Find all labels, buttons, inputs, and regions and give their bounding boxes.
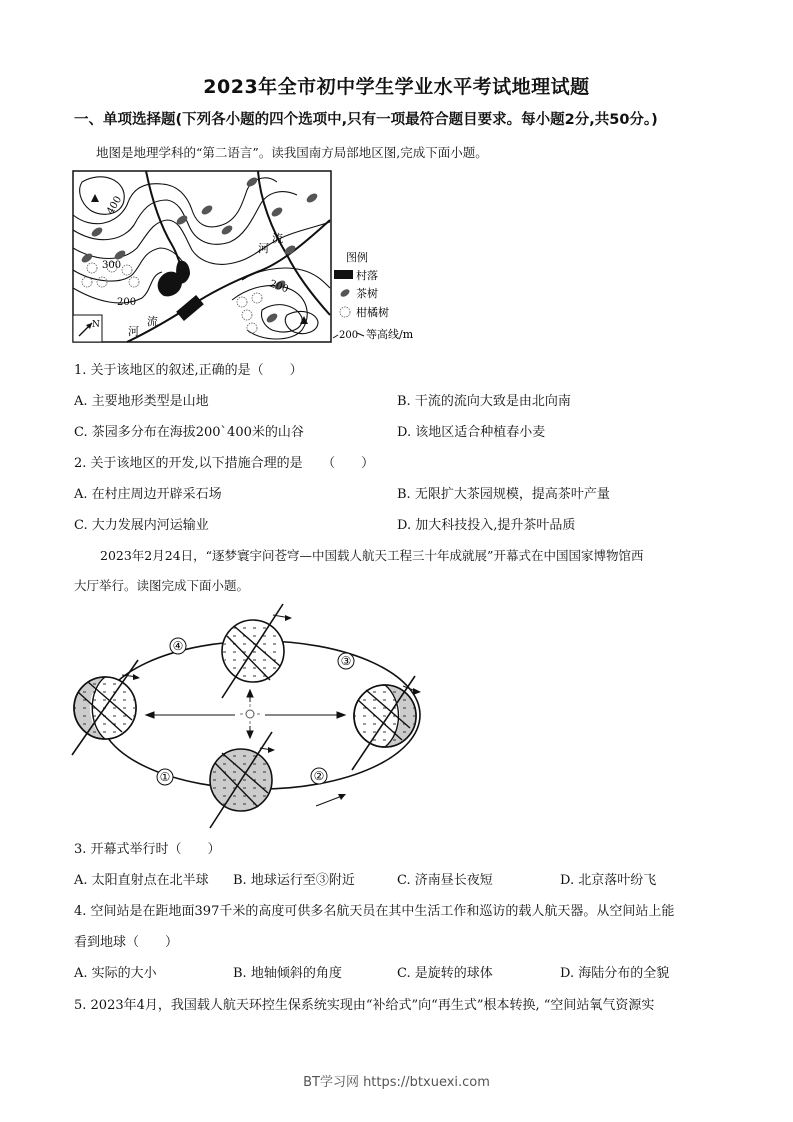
globe-left bbox=[72, 660, 140, 755]
section-heading: 一、单项选择题(下列各小题的四个选项中,只有一项最符合题目要求。每小题2分,共50分。) bbox=[74, 112, 658, 128]
village-legend-icon bbox=[334, 270, 353, 279]
svg-text:河: 河 bbox=[128, 325, 139, 338]
sun-icon bbox=[246, 710, 254, 718]
svg-text:②: ② bbox=[313, 769, 325, 783]
question-2-stem: 2. 关于该地区的开发,以下措施合理的是 （ ） bbox=[74, 456, 375, 471]
q2-option-d[interactable]: D. 加大科技投入,提升茶叶品质 bbox=[397, 518, 576, 533]
svg-text:400: 400 bbox=[105, 194, 125, 217]
svg-text:流: 流 bbox=[147, 315, 158, 328]
contour-line-icon bbox=[333, 335, 338, 338]
svg-text:200: 200 bbox=[117, 297, 137, 308]
q1-option-a[interactable]: A. 主要地形类型是山地 bbox=[74, 394, 209, 409]
q1-option-d[interactable]: D. 该地区适合种植春小麦 bbox=[397, 425, 546, 440]
revolution-direction-arrow-icon bbox=[316, 796, 342, 806]
q4-option-a[interactable]: A. 实际的大小 bbox=[74, 966, 157, 981]
svg-text:300: 300 bbox=[102, 260, 122, 271]
intro-paragraph-2-line2: 大厅举行。读图完成下面小题。 bbox=[74, 578, 250, 593]
q1-option-b[interactable]: B. 干流的流向大致是由北向南 bbox=[397, 394, 571, 409]
q3-option-a[interactable]: A. 太阳直射点在北半球 bbox=[74, 873, 209, 888]
svg-text:④: ④ bbox=[172, 639, 184, 653]
map-legend bbox=[333, 250, 414, 341]
question-1-stem: 1. 关于该地区的叙述,正确的是（ ） bbox=[74, 363, 303, 378]
q4-option-d[interactable]: D. 海陆分布的全貌 bbox=[560, 966, 670, 981]
svg-text:村落: 村落 bbox=[356, 269, 378, 282]
svg-text:N: N bbox=[92, 320, 100, 330]
q4-option-b[interactable]: B. 地轴倾斜的角度 bbox=[233, 966, 342, 981]
svg-text:河: 河 bbox=[258, 242, 269, 255]
q2-option-b[interactable]: B. 无限扩大茶园规模，提高茶叶产量 bbox=[397, 487, 610, 502]
svg-text:柑橘树: 柑橘树 bbox=[356, 306, 389, 319]
earth-orbit-figure bbox=[60, 600, 460, 834]
svg-text:①: ① bbox=[159, 770, 171, 784]
q3-option-b[interactable]: B. 地球运行至③附近 bbox=[233, 873, 355, 888]
intro-paragraph-1: 地图是地理学科的“第二语言”。读我国南方局部地区图,完成下面小题。 bbox=[96, 145, 488, 160]
question-4-stem-line2: 看到地球（ ） bbox=[74, 935, 179, 950]
q4-option-c[interactable]: C. 是旋转的球体 bbox=[397, 966, 493, 981]
footer-watermark[interactable]: BT学习网 https://btxuexi.com bbox=[303, 1075, 490, 1090]
question-4-stem-line1: 4. 空间站是在距地面397千米的高度可供多名航天员在其中生活工作和巡访的载人航天器。从空间站上能 bbox=[74, 904, 675, 919]
question-3-stem: 3. 开幕式举行时（ ） bbox=[74, 842, 221, 857]
svg-text:③: ③ bbox=[340, 654, 352, 668]
orange-tree-icon bbox=[340, 307, 350, 317]
globe-bottom bbox=[210, 732, 275, 828]
svg-text:茶树: 茶树 bbox=[356, 287, 378, 300]
q1-option-c[interactable]: C. 茶园多分布在海拔200`400米的山谷 bbox=[74, 425, 304, 440]
svg-text:200: 200 bbox=[339, 330, 359, 341]
svg-text:流: 流 bbox=[272, 232, 283, 245]
q3-option-d[interactable]: D. 北京落叶纷飞 bbox=[560, 873, 657, 888]
svg-text:等高线/m: 等高线/m bbox=[366, 328, 414, 341]
svg-text:200: 200 bbox=[267, 278, 290, 296]
intro-paragraph-2-line1: 2023年2月24日，“逐梦寰宇问苍穹—中国载人航天工程三十年成就展”开幕式在中国国家博物馆西 bbox=[100, 548, 644, 563]
tea-leaf-icon bbox=[339, 288, 351, 299]
svg-text:图例: 图例 bbox=[346, 251, 368, 264]
question-5-stem: 5. 2023年4月，我国载人航天环控生保系统实现由“补给式”向“再生式”根本转换, “空间站氧气资源实 bbox=[74, 998, 655, 1013]
q2-option-c[interactable]: C. 大力发展内河运输业 bbox=[74, 518, 209, 533]
globe-top bbox=[222, 604, 292, 698]
q2-option-a[interactable]: A. 在村庄周边开辟采石场 bbox=[74, 487, 222, 502]
page-title: 2023年全市初中学生学业水平考试地理试题 bbox=[203, 76, 590, 98]
q3-option-c[interactable]: C. 济南昼长夜短 bbox=[397, 873, 493, 888]
topographic-map-figure bbox=[72, 170, 442, 349]
